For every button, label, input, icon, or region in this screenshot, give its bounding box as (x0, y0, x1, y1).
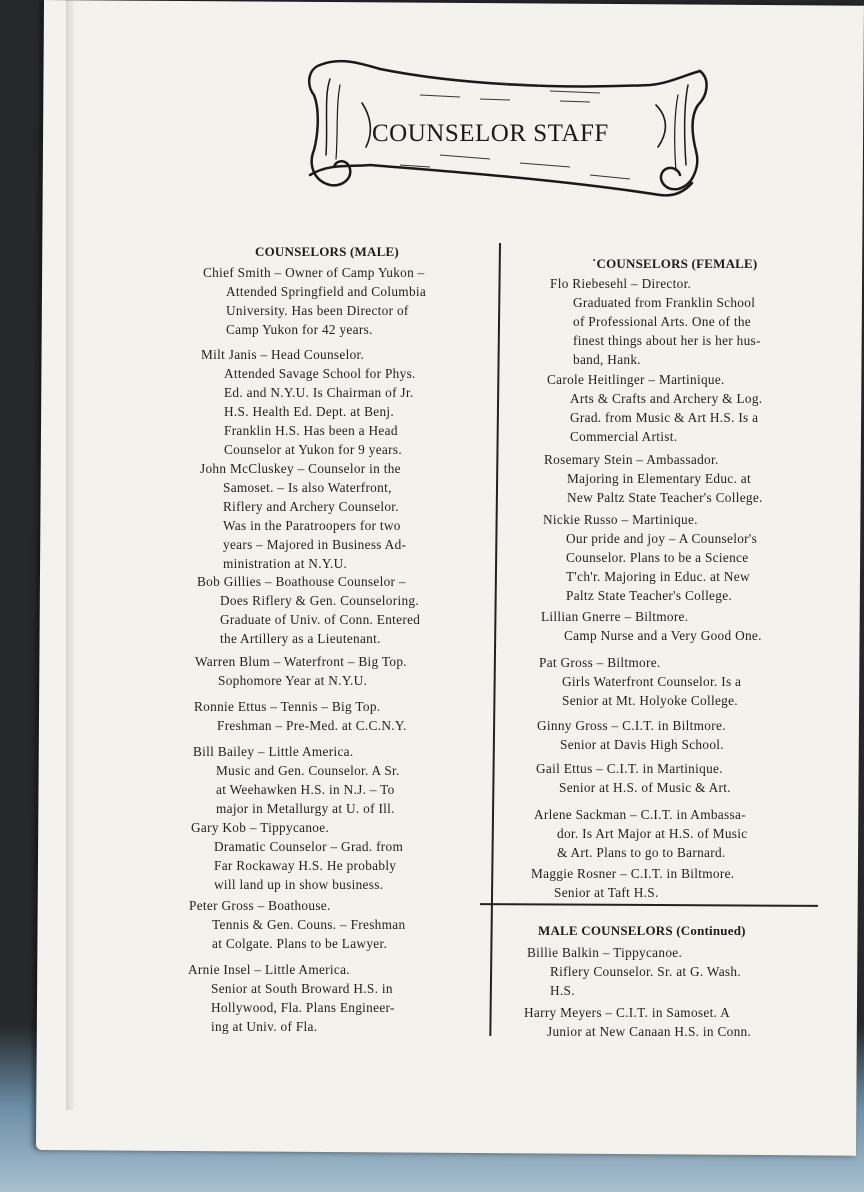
entry-details: Graduated from Franklin School of Professional Arts. One of the finest things about her is her hus- band, Hank. (573, 295, 761, 367)
counselor-entry (543, 510, 823, 605)
entry-details: Camp Nurse and a Very Good One. (564, 628, 762, 643)
entry-details: dor. Is Art Major at H.S. of Music & Art. Plans to go to Barnard. (557, 826, 748, 860)
entry-name-line: Pat Gross – Biltmore. (539, 655, 661, 670)
counselor-entry (193, 742, 473, 818)
male-counselors-heading: COUNSELORS (MALE) (255, 244, 399, 259)
entry-name-line: John McCluskey – Counselor in the (200, 461, 401, 476)
entry-name-line: Flo Riebesehl – Director. (550, 276, 692, 291)
counselor-entry (203, 263, 483, 339)
counselor-entry (541, 607, 821, 645)
entry-details: Freshman – Pre-Med. at C.C.N.Y. (217, 718, 407, 733)
counselor-entry (191, 818, 471, 894)
entry-name-line: Bill Bailey – Little America. (193, 744, 354, 759)
page-binding-shadow (66, 0, 76, 1110)
entry-details: Does Riflery & Gen. Counseloring. Graduate of Univ. of Conn. Entered the Artillery as a Lieutenant. (220, 593, 421, 646)
entry-name-line: Ginny Gross – C.I.T. in Biltmore. (537, 718, 726, 733)
entry-details: Senior at South Broward H.S. in Hollywood, Fla. Plans Engineer- ing at Univ. of Fla. (211, 981, 395, 1034)
entry-details: Senior at Davis High School. (560, 737, 724, 752)
counselor-entry (537, 716, 817, 754)
entry-details: Tennis & Gen. Couns. – Freshman at Colgate. Plans to be Lawyer. (212, 917, 406, 951)
counselor-entry (195, 652, 475, 690)
counselor-entry (188, 960, 468, 1036)
entry-details: Junior at New Canaan H.S. in Conn. (547, 1024, 752, 1039)
counselor-entry (189, 896, 469, 953)
entry-details: Dramatic Counselor – Grad. from Far Rockaway H.S. He probably will land up in show business. (214, 839, 404, 892)
counselor-entry (194, 697, 474, 735)
counselor-entry (524, 1003, 804, 1041)
entry-name-line: Bob Gillies – Boathouse Counselor – (197, 574, 406, 589)
counselor-entry (531, 864, 811, 902)
entry-name-line: Harry Meyers – C.I.T. in Samoset. A (524, 1005, 730, 1020)
entry-name-line: Warren Blum – Waterfront – Big Top. (195, 654, 407, 669)
entry-details: Sophomore Year at N.Y.U. (218, 673, 368, 688)
entry-name-line: Arlene Sackman – C.I.T. in Ambassa- (534, 807, 746, 822)
entry-details: Attended Springfield and Columbia University. Has been Director of Camp Yukon for 42 years. (226, 284, 427, 337)
entry-details: Girls Waterfront Counselor. Is a Senior at Mt. Holyoke College. (562, 674, 742, 708)
counselor-entry (544, 450, 824, 507)
entry-name-line: Carole Heitlinger – Martinique. (547, 372, 725, 387)
counselor-entry (197, 572, 477, 648)
entry-name-line: Billie Balkin – Tippycanoe. (527, 945, 683, 960)
entry-details: Riflery Counselor. Sr. at G. Wash. H.S. (550, 964, 741, 998)
entry-details: Attended Savage School for Phys. Ed. and N.Y.U. Is Chairman of Jr. H.S. Health Ed. Dept. at Benj. Franklin H.S. Has been a Head Counselor at Yukon for 9 years. (224, 366, 416, 457)
entry-details: Senior at Taft H.S. (554, 885, 659, 900)
entry-name-line: Rosemary Stein – Ambassador. (544, 452, 719, 467)
entry-name-line: Chief Smith – Owner of Camp Yukon – (203, 265, 425, 280)
entry-details: Majoring in Elementary Educ. at New Paltz State Teacher's College. (567, 471, 763, 505)
entry-name-line: Lillian Gnerre – Biltmore. (541, 609, 689, 624)
counselor-entry (539, 653, 819, 710)
counselor-entry (200, 459, 480, 573)
entry-details: Our pride and joy – A Counselor's Counselor. Plans to be a Science T'ch'r. Majoring in Educ. at New Paltz State Teacher's College. (566, 531, 758, 603)
counselor-entry (550, 274, 830, 369)
female-counselors-heading: ˙COUNSELORS (FEMALE) (592, 256, 758, 271)
counselor-entry (547, 370, 827, 446)
entry-details: Arts & Crafts and Archery & Log. Grad. from Music & Art H.S. Is a Commercial Artist. (570, 391, 763, 444)
counselor-entry (534, 805, 814, 862)
entry-details: Senior at H.S. of Music & Art. (559, 780, 731, 795)
entry-details: Samoset. – Is also Waterfront, Riflery and Archery Counselor. Was in the Paratroopers for two years – Majored in Business Ad- ministration at N.Y.U. (223, 480, 407, 571)
male-counselors-continued-heading: MALE COUNSELORS (Continued) (538, 923, 746, 938)
counselor-entry (527, 943, 807, 1000)
entry-details: Music and Gen. Counselor. A Sr. at Weehawken H.S. in N.J. – To major in Metallurgy at U. of Ill. (216, 763, 400, 816)
entry-name-line: Milt Janis – Head Counselor. (201, 347, 365, 362)
counselor-entry (201, 345, 481, 459)
entry-name-line: Gary Kob – Tippycanoe. (191, 820, 330, 835)
entry-name-line: Maggie Rosner – C.I.T. in Biltmore. (531, 866, 735, 881)
entry-name-line: Nickie Russo – Martinique. (543, 512, 698, 527)
entry-name-line: Ronnie Ettus – Tennis – Big Top. (194, 699, 381, 714)
entry-name-line: Gail Ettus – C.I.T. in Martinique. (536, 761, 723, 776)
entry-name-line: Peter Gross – Boathouse. (189, 898, 331, 913)
entry-name-line: Arnie Insel – Little America. (188, 962, 350, 977)
page-title: COUNSELOR STAFF (372, 120, 609, 147)
counselor-entry (536, 759, 816, 797)
